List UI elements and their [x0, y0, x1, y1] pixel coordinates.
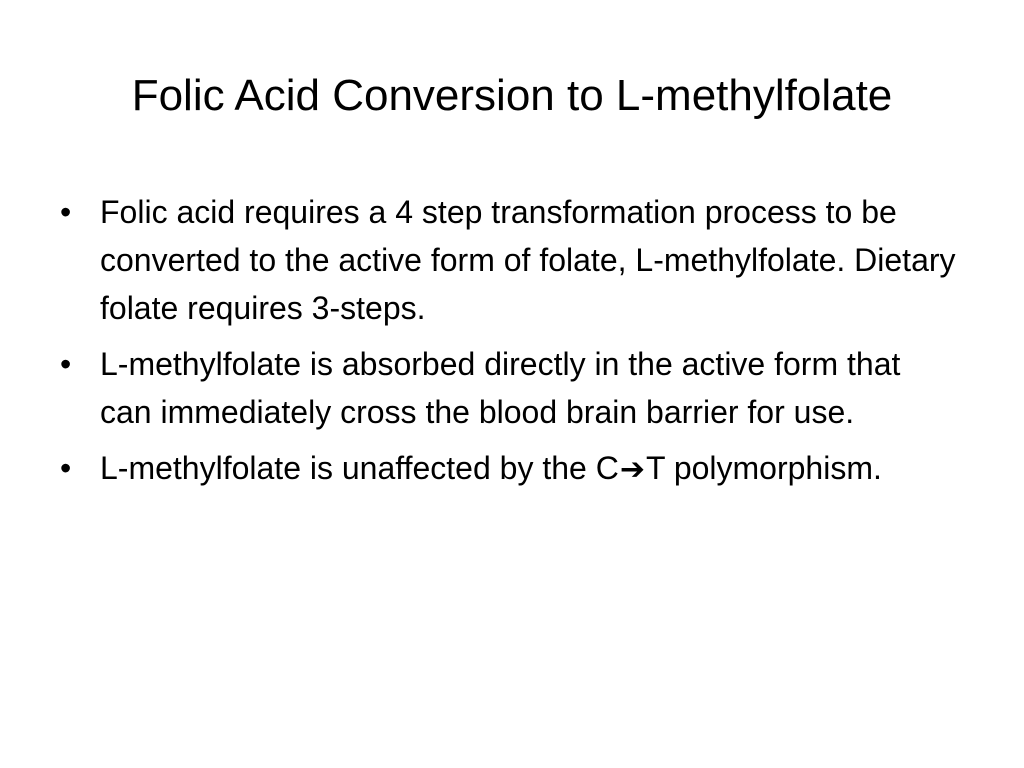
bullet-item	[60, 340, 960, 436]
bullet-text: Folic acid requires a 4 step transformation process to be converted to the active form of folate, L-methylfolate. Dietary folate requires 3-steps.	[100, 194, 956, 326]
bullet-list	[60, 188, 960, 502]
bullet-text-before: L-methylfolate is unaffected by the C	[100, 450, 619, 486]
bullet-text: L-methylfolate is absorbed directly in the active form that can immediately cross the blood brain barrier for use.	[100, 346, 901, 430]
bullet-icon: •	[60, 194, 72, 230]
right-arrow-icon: ➔	[619, 452, 645, 487]
bullet-icon: •	[60, 450, 72, 486]
bullet-item	[60, 444, 960, 494]
slide-title: Folic Acid Conversion to L-methylfolate	[131, 71, 893, 120]
bullet-item	[60, 188, 960, 332]
bullet-icon: •	[60, 346, 72, 382]
bullet-text-after: T polymorphism.	[645, 450, 882, 486]
